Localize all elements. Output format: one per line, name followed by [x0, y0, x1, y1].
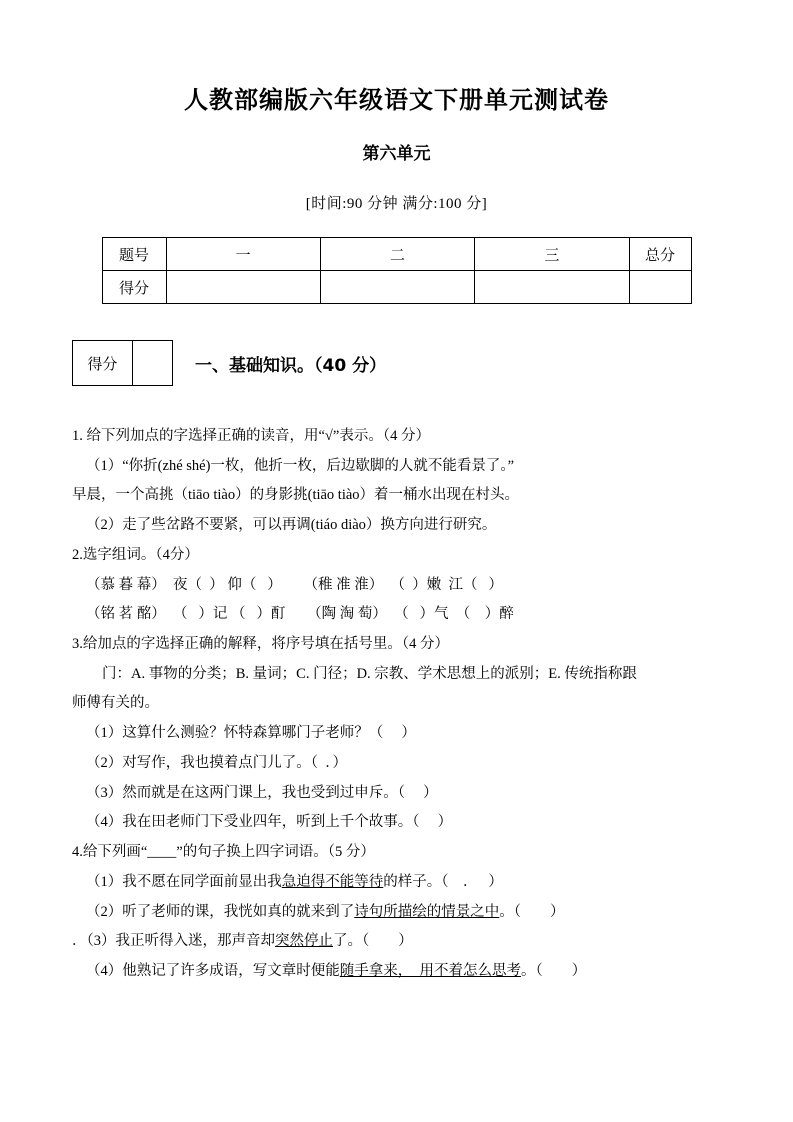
- question-2: 2.选字组词。（4分）: [72, 546, 199, 563]
- question-1: 1. 给下列加点的字选择正确的读音，用“√”表示。（4 分）: [72, 428, 430, 444]
- page-title: 人教部编版六年级语文下册单元测试卷: [184, 86, 609, 114]
- question-4-item-4: [72, 957, 721, 987]
- question-1-item-1-cont: 早晨，一个高挑（tiāo tiào）的身影挑(tiāo tiào）着一桶水出现在村头。: [72, 487, 520, 504]
- sentence-prefix: ．（3）我正听得入迷，那声音却: [72, 933, 275, 950]
- table-cell: 得分: [102, 271, 166, 304]
- table-cell: 二: [320, 238, 474, 271]
- question-2-row-1: （慕 暮 幕） 夜（ ） 仰（ ） （稚 准 淮） （ ）嫩 江（ ）: [86, 576, 503, 593]
- underlined-phrase: 急迫得不能等待: [281, 873, 384, 890]
- table-cell: [166, 271, 320, 304]
- question-3-item-4: （4）我在田老师门下受业四年，听到上千个故事。（ ）: [86, 814, 453, 831]
- underlined-phrase: 诗句所描绘的情景之中: [354, 903, 500, 920]
- question-3-item-3: （3）然而就是在这两门课上，我也受到过申斥。（ ）: [86, 784, 438, 801]
- table-cell: 一: [166, 238, 320, 271]
- section-score-label: 得分: [73, 341, 133, 385]
- sentence-prefix: （2）听了老师的课，我恍如真的就来到了: [86, 903, 355, 920]
- table-cell: 三: [475, 238, 629, 271]
- table-cell: [475, 271, 629, 304]
- table-row: [102, 238, 691, 271]
- sentence-suffix: 。（ ）: [521, 962, 587, 979]
- score-table: [102, 237, 692, 304]
- table-cell: 题号: [102, 238, 166, 271]
- sentence-suffix: 。（ ）: [499, 903, 565, 920]
- unit-subtitle: 第六单元: [362, 144, 431, 164]
- question-body: [72, 422, 721, 987]
- question-3: 3.给加点的字选择正确的解释，将序号填在括号里。（4 分）: [72, 636, 449, 653]
- sentence-suffix: 的样子。（ ． ）: [383, 873, 503, 890]
- sentence-suffix: 了。（ ）: [333, 933, 413, 950]
- section-header: [72, 340, 721, 386]
- question-3-options-cont: 师傅有关的。: [72, 695, 159, 712]
- question-4-item-3: [72, 927, 721, 957]
- sentence-prefix: （1）我不愿在同学面前显出我: [86, 873, 282, 890]
- question-4-item-1: [72, 868, 721, 898]
- table-cell: 总分: [629, 238, 691, 271]
- question-4-item-2: [72, 898, 721, 928]
- question-3-options: 门：A. 事物的分类；B. 量词；C. 门径；D. 宗教、学术思想上的派别；E. 传统指称跟: [102, 665, 637, 682]
- table-cell: [320, 271, 474, 304]
- section-score-blank: [133, 341, 173, 385]
- section-score-box: [72, 340, 173, 386]
- underlined-phrase: 随手拿来， 用不着怎么思考: [339, 962, 521, 979]
- question-3-item-1: （1）这算什么测验？怀特森算哪门子老师？（ ）: [86, 725, 416, 742]
- question-3-item-2: （2）对写作，我也摸着点门儿了。（ ．）: [86, 754, 347, 771]
- sentence-prefix: （4）他熟记了许多成语，写文章时便能: [86, 962, 340, 979]
- question-4: 4.给下列画“____”的句子换上四字词语。（5 分）: [72, 844, 375, 861]
- table-cell: [629, 271, 691, 304]
- question-2-row-2: （铭 茗 酩） （ ）记 （ ）酊 （陶 淘 萄） （ ）气 （ ）醉: [86, 606, 514, 623]
- exam-meta: [时间:90 分钟 满分:100 分]: [305, 196, 488, 212]
- question-1-item-2: （2）走了些岔路不要紧，可以再调(tiáo diào）换方向进行研究。: [86, 517, 497, 534]
- table-row: [102, 271, 691, 304]
- section-title: 一、基础知识。（40 分）: [195, 355, 387, 376]
- underlined-phrase: 突然停止: [275, 933, 333, 950]
- question-1-item-1: （1）“你折(zhé shé)一枚，他折一枚，后边歇脚的人就不能看景了。”: [86, 457, 515, 474]
